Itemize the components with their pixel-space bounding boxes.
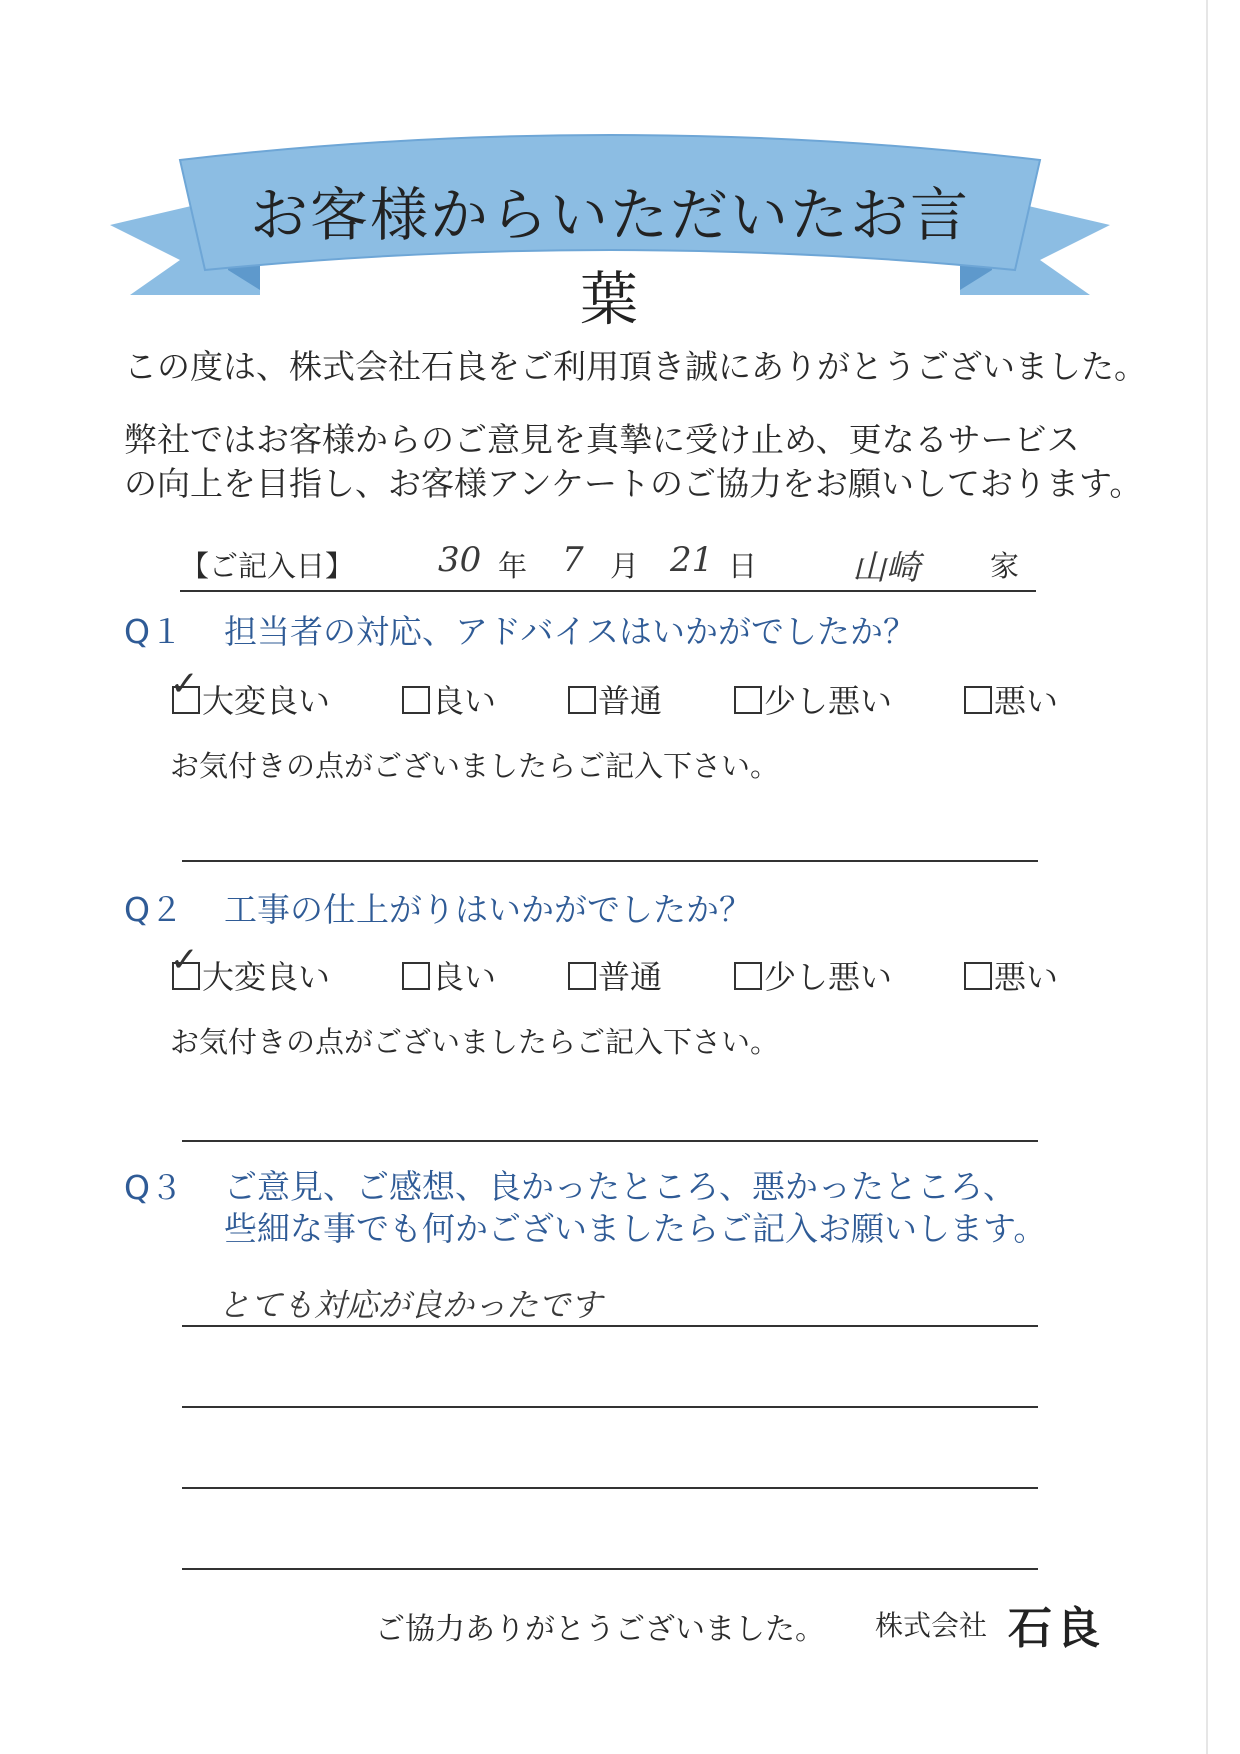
entry-day-unit: 日 bbox=[728, 549, 758, 583]
checkbox[interactable] bbox=[170, 940, 200, 990]
entry-year-value[interactable]: 30 bbox=[438, 540, 482, 580]
q2-number: Q２ bbox=[124, 890, 183, 929]
q2-heading bbox=[124, 888, 752, 932]
checkbox[interactable] bbox=[734, 962, 762, 990]
q2-note: お気付きの点がございましたらご記入下さい。 bbox=[170, 1025, 780, 1059]
q3-answer-handwritten[interactable]: とても対応が良かったです bbox=[218, 1286, 603, 1324]
checkbox[interactable] bbox=[734, 686, 762, 714]
q1-question: 担当者の対応、アドバイスはいかがでしたか？ bbox=[224, 612, 917, 651]
q1-option-good[interactable]: 良い bbox=[402, 676, 496, 722]
q1-option-bad[interactable]: 悪い bbox=[964, 676, 1058, 722]
q1-heading bbox=[124, 610, 917, 654]
q2-option-good[interactable]: 良い bbox=[402, 952, 496, 998]
q2-option-normal[interactable]: 普通 bbox=[568, 952, 662, 998]
page-edge bbox=[1206, 0, 1208, 1754]
entry-day-value[interactable]: 21 bbox=[670, 540, 714, 580]
footer-thanks: ご協力ありがとうございました。 bbox=[375, 1612, 825, 1647]
checkbox[interactable] bbox=[964, 686, 992, 714]
intro-line-1: この度は、株式会社石良をご利用頂き誠にありがとうございました。 bbox=[124, 347, 1147, 386]
q2-write-line[interactable] bbox=[182, 1140, 1038, 1142]
entry-month-value[interactable]: 7 bbox=[562, 540, 584, 580]
checkbox[interactable] bbox=[568, 686, 596, 714]
checkbox[interactable] bbox=[402, 962, 430, 990]
q2-option-very-good[interactable]: ✓ 大変良い bbox=[170, 940, 331, 996]
q2-question: 工事の仕上がりはいかがでしたか？ bbox=[224, 890, 752, 929]
entry-month-unit: 月 bbox=[610, 549, 640, 583]
checkbox[interactable] bbox=[170, 664, 200, 714]
company-logo: 石良 bbox=[1008, 1603, 1104, 1654]
q1-option-normal[interactable]: 普通 bbox=[568, 676, 662, 722]
checkbox[interactable] bbox=[402, 686, 430, 714]
q1-note: お気付きの点がございましたらご記入下さい。 bbox=[170, 749, 780, 783]
q3-question-line-2: 些細な事でも何かございましたらご記入お願いします。 bbox=[224, 1209, 1047, 1248]
q3-write-line-3[interactable] bbox=[182, 1487, 1038, 1489]
q2-option-bad[interactable]: 悪い bbox=[964, 952, 1058, 998]
intro-line-2: 弊社ではお客様からのご意見を真摯に受け止め、更なるサービス bbox=[124, 420, 1080, 459]
check-mark-icon: ✓ bbox=[170, 940, 199, 980]
q3-write-line-1[interactable] bbox=[182, 1325, 1038, 1327]
q3-write-line-2[interactable] bbox=[182, 1406, 1038, 1408]
entry-family-unit: 家 bbox=[990, 549, 1020, 583]
q1-options bbox=[170, 664, 1072, 720]
q3-write-line-4[interactable] bbox=[182, 1568, 1038, 1570]
entry-date-row bbox=[180, 540, 1036, 592]
q1-number: Q１ bbox=[124, 612, 183, 651]
q3-heading bbox=[124, 1166, 1047, 1256]
q3-question-line-1: ご意見、ご感想、良かったところ、悪かったところ、 bbox=[224, 1167, 1016, 1206]
q1-write-line[interactable] bbox=[182, 860, 1038, 862]
intro-line-3: の向上を目指し、お客様アンケートのご協力をお願いしております。 bbox=[124, 464, 1143, 503]
q2-option-slightly-bad[interactable]: 少し悪い bbox=[734, 952, 892, 998]
title-banner bbox=[110, 120, 1110, 333]
check-mark-icon: ✓ bbox=[170, 664, 199, 704]
q1-option-slightly-bad[interactable]: 少し悪い bbox=[734, 676, 892, 722]
banner-title: お客様からいただいたお言葉 bbox=[249, 181, 970, 333]
checkbox[interactable] bbox=[568, 962, 596, 990]
q2-options bbox=[170, 940, 1072, 996]
entry-family-name[interactable]: 山崎 bbox=[852, 548, 920, 588]
checkbox[interactable] bbox=[964, 962, 992, 990]
footer-company: 株式会社 bbox=[875, 1609, 988, 1642]
q3-question bbox=[224, 1166, 1046, 1250]
q1-option-very-good[interactable]: ✓ 大変良い bbox=[170, 664, 331, 720]
entry-date-label: 【ご記入日】 bbox=[180, 549, 355, 583]
entry-year-unit: 年 bbox=[498, 549, 528, 583]
q3-number: Q３ bbox=[124, 1168, 183, 1207]
